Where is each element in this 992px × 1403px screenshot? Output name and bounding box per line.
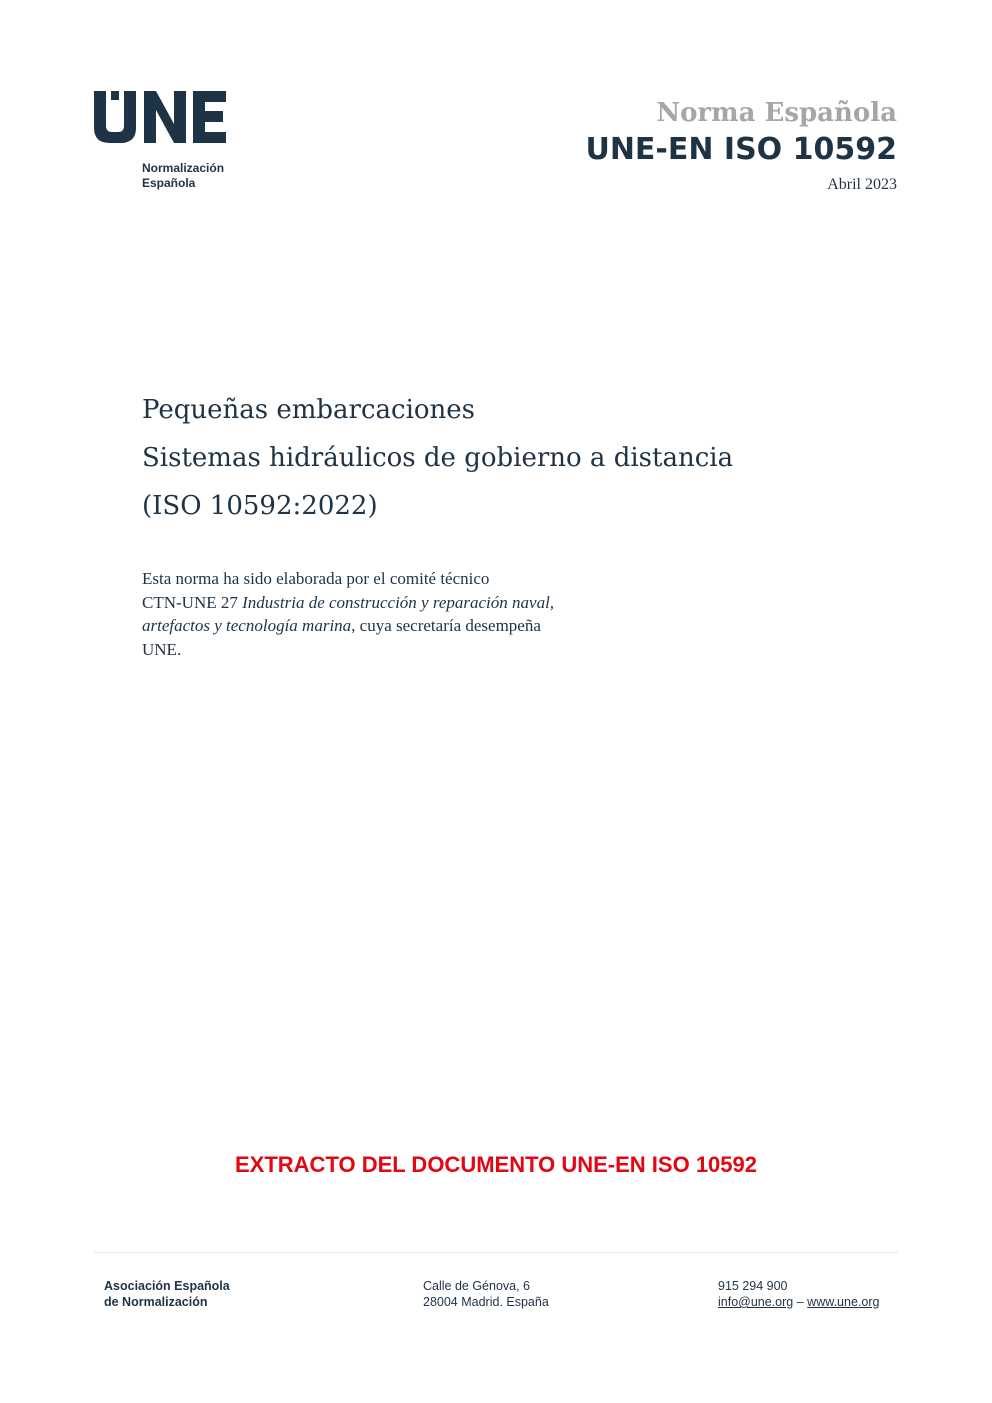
une-wordmark-logo bbox=[92, 88, 232, 148]
extract-notice: EXTRACTO DEL DOCUMENTO UNE-EN ISO 10592 bbox=[235, 1152, 757, 1177]
description-part4: UNE. bbox=[142, 639, 182, 659]
footer-separator: – bbox=[796, 1295, 804, 1309]
footer-org-line2: de Normalización bbox=[104, 1295, 208, 1309]
logo-subtitle bbox=[142, 161, 224, 191]
footer-email-link[interactable]: info@une.org bbox=[718, 1295, 794, 1309]
footer-website-link[interactable]: www.une.org bbox=[807, 1295, 880, 1309]
logo-subtitle-line2: Española bbox=[142, 176, 196, 190]
document-titles bbox=[142, 386, 733, 530]
title-line-2: Sistemas hidráulicos de gobierno a distancia bbox=[142, 443, 734, 473]
description-part1: Esta norma ha sido elaborada por el comité técnico bbox=[142, 569, 490, 588]
description-part3: , cuya secretaría desempeña bbox=[351, 616, 541, 635]
footer-address bbox=[423, 1278, 549, 1310]
standard-type-label: Norma Española bbox=[656, 98, 897, 128]
title-line-3: (ISO 10592:2022) bbox=[142, 491, 378, 521]
footer-address-line1: Calle de Génova, 6 bbox=[423, 1279, 531, 1293]
footer-phone: 915 294 900 bbox=[718, 1279, 788, 1293]
footer-org-line1: Asociación Española bbox=[104, 1279, 230, 1293]
footer-organization bbox=[104, 1278, 230, 1310]
une-logo bbox=[92, 88, 242, 190]
title-line-1: Pequeñas embarcaciones bbox=[142, 395, 476, 425]
footer-address-line2: 28004 Madrid. España bbox=[423, 1295, 549, 1309]
footer-contact bbox=[718, 1278, 879, 1310]
description-part2: CTN-UNE 27 bbox=[142, 592, 243, 612]
logo-subtitle-line1: Normalización bbox=[142, 161, 225, 175]
committee-name-italic-2: artefactos y tecnología marina bbox=[142, 616, 352, 635]
footer-divider bbox=[94, 1252, 898, 1253]
standard-header bbox=[585, 96, 897, 194]
committee-description bbox=[142, 567, 662, 661]
standard-code: UNE-EN ISO 10592 bbox=[585, 132, 897, 167]
committee-name-italic-1: Industria de construcción y reparación naval, bbox=[242, 592, 555, 612]
publication-date: Abril 2023 bbox=[827, 176, 897, 193]
